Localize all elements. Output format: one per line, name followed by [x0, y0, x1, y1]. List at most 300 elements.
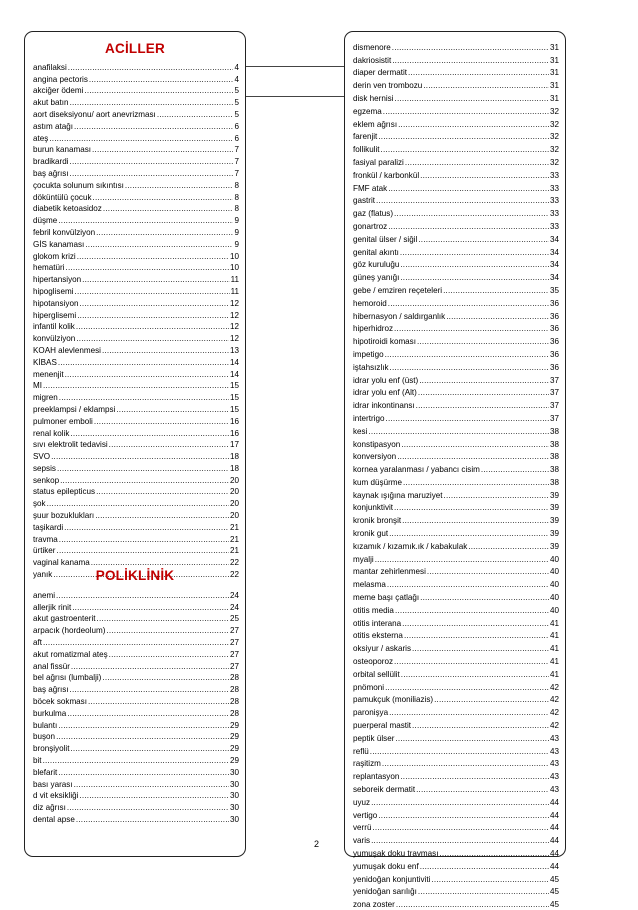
toc-entry-page: 37 — [549, 413, 559, 423]
toc-entry[interactable] — [33, 450, 239, 462]
toc-entry[interactable] — [33, 132, 239, 144]
toc-entry[interactable] — [33, 589, 239, 601]
toc-entry-title: bulantı — [33, 720, 58, 730]
dot-leader — [82, 275, 229, 285]
toc-entry[interactable] — [353, 885, 559, 898]
toc-entry-title: hiperhidroz — [353, 324, 394, 334]
dot-leader — [383, 107, 549, 117]
dot-leader — [381, 145, 549, 155]
toc-entry[interactable] — [353, 155, 559, 168]
dot-leader — [418, 887, 549, 897]
toc-entry[interactable] — [33, 391, 239, 403]
toc-entry[interactable] — [353, 795, 559, 808]
dot-leader — [400, 273, 549, 283]
toc-entry[interactable] — [353, 206, 559, 219]
toc-entry[interactable] — [353, 552, 559, 565]
dot-leader — [395, 606, 549, 616]
toc-entry[interactable] — [353, 232, 559, 245]
toc-entry[interactable] — [33, 683, 239, 695]
toc-entry-page: 27 — [229, 649, 239, 659]
toc-entry[interactable] — [33, 766, 239, 778]
toc-entry[interactable] — [353, 130, 559, 143]
dot-leader — [420, 593, 549, 603]
dot-leader — [395, 734, 549, 744]
toc-entry-page: 39 — [549, 490, 559, 500]
toc-entry-page: 41 — [549, 669, 559, 679]
toc-entry-page: 37 — [549, 401, 559, 411]
toc-entry[interactable] — [33, 144, 239, 156]
connector-line-bottom — [246, 96, 344, 97]
toc-entry-title: anal fissür — [33, 661, 70, 671]
toc-entry-page: 25 — [229, 614, 239, 624]
toc-entry-title: pnömoni — [353, 682, 385, 692]
toc-entry[interactable] — [33, 96, 239, 108]
toc-entry-title: akut gastroenterit — [33, 614, 96, 624]
toc-entry-title: konversiyon — [353, 452, 397, 462]
dot-leader — [400, 260, 549, 270]
toc-entry[interactable] — [33, 486, 239, 498]
toc-entry-title: bası yarası — [33, 779, 73, 789]
toc-entry-page: 36 — [549, 324, 559, 334]
toc-entry[interactable] — [353, 821, 559, 834]
dot-leader — [43, 638, 229, 648]
toc-entry-page: 18 — [229, 463, 239, 473]
toc-entry-page: 27 — [229, 626, 239, 636]
dot-leader — [64, 523, 229, 533]
toc-entry[interactable] — [33, 191, 239, 203]
dot-leader — [96, 487, 229, 497]
toc-entry[interactable] — [33, 108, 239, 120]
toc-entry-page: 45 — [549, 887, 559, 897]
toc-entry-page: 12 — [229, 334, 239, 344]
toc-entry[interactable] — [33, 203, 239, 215]
toc-entry[interactable] — [33, 509, 239, 521]
dot-leader — [392, 56, 549, 66]
toc-entry-page: 42 — [549, 721, 559, 731]
toc-entry[interactable] — [353, 296, 559, 309]
toc-entry[interactable] — [353, 833, 559, 846]
dot-leader — [68, 63, 234, 73]
toc-entry-title: menenjit — [33, 369, 64, 379]
toc-entry-page: 9 — [234, 216, 239, 226]
toc-entry-title: osteoporoz — [353, 657, 394, 667]
toc-entry[interactable] — [353, 872, 559, 885]
toc-entry-title: dismenore — [353, 42, 391, 52]
toc-entry[interactable] — [353, 859, 559, 872]
toc-entry-title: GİS kanaması — [33, 239, 85, 249]
toc-entry[interactable] — [33, 439, 239, 451]
toc-entry-page: 4 — [234, 62, 239, 72]
toc-entry-page: 31 — [549, 68, 559, 78]
toc-entry-page: 39 — [549, 529, 559, 539]
toc-entry[interactable] — [353, 603, 559, 616]
toc-entry[interactable] — [353, 846, 559, 859]
toc-entry[interactable] — [353, 104, 559, 117]
toc-entry-title: idrar yolu enf (Alt) — [353, 388, 417, 398]
dot-leader — [70, 98, 234, 108]
toc-entry-title: baş ağrısı — [33, 685, 69, 695]
toc-entry-page: 30 — [229, 791, 239, 801]
dot-leader — [67, 709, 229, 719]
right-toc-panel — [344, 31, 566, 910]
toc-entry[interactable] — [353, 462, 559, 475]
toc-entry[interactable] — [353, 565, 559, 578]
toc-entry[interactable] — [353, 373, 559, 386]
dot-leader — [70, 169, 234, 179]
toc-entry-page: 32 — [549, 157, 559, 167]
toc-entry-title: dental apse — [33, 814, 75, 824]
toc-entry[interactable] — [33, 403, 239, 415]
toc-entry[interactable] — [33, 285, 239, 297]
toc-entry[interactable] — [33, 238, 239, 250]
toc-entry-page: 11 — [230, 275, 239, 285]
toc-entry[interactable] — [33, 533, 239, 545]
toc-entry[interactable] — [353, 283, 559, 296]
dot-leader — [431, 875, 549, 885]
toc-entry-page: 22 — [229, 558, 239, 568]
toc-entry-title: bronşiyolit — [33, 744, 70, 754]
toc-entry-page: 33 — [549, 196, 559, 206]
toc-entry-title: anemi — [33, 590, 56, 600]
toc-entry[interactable] — [353, 245, 559, 258]
toc-entry-page: 42 — [549, 708, 559, 718]
toc-entry-title: burun kanaması — [33, 145, 92, 155]
toc-entry[interactable] — [33, 415, 239, 427]
connector-line-top — [246, 66, 344, 67]
toc-entry-page: 36 — [549, 311, 559, 321]
toc-entry-page: 29 — [229, 744, 239, 754]
toc-entry-title: myalji — [353, 554, 374, 564]
toc-entry[interactable] — [353, 168, 559, 181]
toc-entry-page: 24 — [229, 602, 239, 612]
toc-entry[interactable] — [33, 754, 239, 766]
toc-entry[interactable] — [353, 629, 559, 642]
toc-entry[interactable] — [33, 321, 239, 333]
toc-entry[interactable] — [353, 501, 559, 514]
toc-entry-page: 31 — [549, 42, 559, 52]
toc-entry-title: kaynak ışığına maruziyet — [353, 490, 443, 500]
toc-entry[interactable] — [353, 897, 559, 910]
toc-entry-title: dakriosistit — [353, 55, 392, 65]
toc-entry[interactable] — [33, 380, 239, 392]
toc-entry-page: 4 — [234, 74, 239, 84]
dot-leader — [404, 631, 549, 641]
toc-entry[interactable] — [353, 142, 559, 155]
toc-entry-page: 43 — [549, 733, 559, 743]
toc-entry[interactable] — [33, 474, 239, 486]
toc-entry[interactable] — [33, 462, 239, 474]
toc-entry-page: 6 — [234, 121, 239, 131]
toc-entry[interactable] — [33, 521, 239, 533]
toc-entry[interactable] — [353, 398, 559, 411]
toc-entry[interactable] — [33, 648, 239, 660]
toc-entry-title: follikulit — [353, 145, 380, 155]
toc-entry[interactable] — [33, 344, 239, 356]
toc-entry-page: 9 — [234, 239, 239, 249]
dot-leader — [412, 644, 549, 654]
toc-entry-title: pamukçuk (moniliazis) — [353, 695, 434, 705]
toc-entry[interactable] — [353, 744, 559, 757]
toc-entry[interactable] — [353, 718, 559, 731]
toc-entry[interactable] — [353, 181, 559, 194]
dot-leader — [385, 350, 549, 360]
toc-entry[interactable] — [353, 270, 559, 283]
toc-entry[interactable] — [33, 707, 239, 719]
toc-entry[interactable] — [33, 601, 239, 613]
toc-entry-title: aort diseksiyonu/ aort anevrizması — [33, 109, 156, 119]
toc-entry-title: gastrit — [353, 196, 376, 206]
toc-entry-page: 44 — [549, 849, 559, 858]
toc-entry[interactable] — [353, 782, 559, 795]
toc-entry-title: diz ağrısı — [33, 803, 66, 813]
dot-leader — [388, 222, 549, 232]
toc-entry-page: 33 — [549, 221, 559, 231]
dot-leader — [51, 452, 229, 462]
toc-entry-title: pulmoner emboli — [33, 416, 93, 426]
dot-leader — [397, 452, 549, 462]
toc-entry-title: akut romatizmal ateş — [33, 649, 108, 659]
toc-entry-title: KİBAS — [33, 357, 57, 367]
toc-entry-title: reflü — [353, 746, 369, 756]
toc-entry[interactable] — [353, 360, 559, 373]
toc-entry[interactable] — [353, 424, 559, 437]
toc-entry[interactable] — [33, 85, 239, 97]
toc-entry-title: meme başı çatlağı — [353, 593, 420, 603]
toc-entry[interactable] — [33, 61, 239, 73]
toc-entry-title: göz kuruluğu — [353, 260, 400, 270]
toc-entry[interactable] — [33, 309, 239, 321]
toc-entry-title: disk hernisi — [353, 93, 394, 103]
toc-entry-page: 30 — [229, 779, 239, 789]
toc-entry[interactable] — [33, 356, 239, 368]
toc-entry-title: derin ven trombozu — [353, 81, 423, 91]
toc-entry-page: 43 — [549, 785, 559, 795]
toc-entry[interactable] — [33, 556, 239, 568]
toc-entry[interactable] — [353, 347, 559, 360]
dot-leader — [58, 768, 229, 778]
toc-entry-page: 44 — [549, 836, 559, 846]
toc-entry-title: puerperal mastit — [353, 721, 412, 731]
dot-leader — [382, 759, 549, 769]
toc-entry[interactable] — [353, 616, 559, 629]
dot-leader — [56, 732, 229, 742]
toc-entry[interactable] — [33, 226, 239, 238]
toc-entry[interactable] — [353, 705, 559, 718]
toc-entry[interactable] — [33, 813, 239, 825]
toc-entry[interactable] — [33, 624, 239, 636]
dot-leader — [91, 558, 229, 568]
toc-entry[interactable] — [33, 731, 239, 743]
toc-entry[interactable] — [33, 427, 239, 439]
toc-entry[interactable] — [33, 636, 239, 648]
toc-entry-title: seboreik dermatit — [353, 785, 416, 795]
dot-leader — [394, 324, 549, 334]
toc-entry[interactable] — [353, 53, 559, 66]
toc-entry[interactable] — [33, 790, 239, 802]
dot-leader — [58, 721, 229, 731]
toc-entry[interactable] — [353, 386, 559, 399]
dot-leader — [402, 619, 549, 629]
toc-entry[interactable] — [353, 526, 559, 539]
dot-leader — [368, 427, 549, 437]
toc-entry[interactable] — [33, 719, 239, 731]
toc-entry[interactable] — [353, 194, 559, 207]
toc-entry-title: yumuşak doku travması — [353, 849, 439, 858]
toc-entry[interactable] — [33, 742, 239, 754]
toc-entry-title: intertrigo — [353, 413, 385, 423]
toc-entry[interactable] — [33, 545, 239, 557]
toc-entry-page: 7 — [234, 168, 239, 178]
toc-entry-page: 36 — [549, 362, 559, 372]
toc-entry[interactable] — [33, 73, 239, 85]
toc-entry[interactable] — [33, 368, 239, 380]
toc-entry[interactable] — [33, 672, 239, 684]
dot-leader — [89, 75, 234, 85]
toc-entry-page: 18 — [229, 452, 239, 462]
toc-entry[interactable] — [353, 117, 559, 130]
toc-entry-title: şok — [33, 499, 46, 509]
toc-entry-page: 36 — [549, 349, 559, 359]
toc-entry-page: 15 — [229, 393, 239, 403]
toc-entry[interactable] — [353, 680, 559, 693]
dot-leader — [75, 287, 230, 297]
toc-entry[interactable] — [353, 258, 559, 271]
dot-leader — [395, 94, 549, 104]
toc-entry[interactable] — [353, 66, 559, 79]
toc-entry[interactable] — [353, 411, 559, 424]
dot-leader — [481, 465, 549, 475]
toc-entry[interactable] — [33, 155, 239, 167]
toc-entry[interactable] — [33, 660, 239, 672]
toc-entry[interactable] — [33, 332, 239, 344]
toc-entry-page: 20 — [229, 511, 239, 521]
toc-entry-page: 27 — [229, 637, 239, 647]
dot-leader — [388, 299, 549, 309]
toc-entry[interactable] — [353, 693, 559, 706]
toc-entry[interactable] — [353, 334, 559, 347]
toc-entry[interactable] — [353, 450, 559, 463]
toc-entry[interactable] — [353, 654, 559, 667]
dot-leader — [385, 683, 549, 693]
toc-entry-page: 39 — [549, 516, 559, 526]
toc-entry-title: otitis interana — [353, 618, 402, 628]
toc-entry-title: renal kolik — [33, 428, 70, 438]
toc-entry-title: aft — [33, 637, 42, 647]
toc-entry[interactable] — [353, 539, 559, 552]
toc-entry[interactable] — [353, 475, 559, 488]
toc-entry[interactable] — [33, 179, 239, 191]
toc-entry[interactable] — [353, 488, 559, 501]
toc-entry[interactable] — [353, 757, 559, 770]
dot-leader — [389, 708, 549, 718]
toc-entry[interactable] — [353, 322, 559, 335]
dot-leader — [102, 673, 229, 683]
toc-entry[interactable] — [33, 120, 239, 132]
toc-entry[interactable] — [33, 262, 239, 274]
dot-leader — [434, 695, 549, 705]
toc-entry[interactable] — [353, 309, 559, 322]
toc-entry-title: preeklampsi / eklampsi — [33, 404, 116, 414]
dot-leader — [47, 499, 229, 509]
toc-entry-page: 33 — [549, 183, 559, 193]
toc-entry[interactable] — [353, 590, 559, 603]
toc-entry[interactable] — [353, 78, 559, 91]
toc-entry[interactable] — [33, 250, 239, 262]
toc-entry-title: iştahsızlık — [353, 362, 389, 372]
toc-entry-title: idrar inkontinansı — [353, 401, 415, 411]
dot-leader — [79, 299, 229, 309]
toc-entry-page: 39 — [549, 503, 559, 513]
toc-entry-page: 45 — [549, 874, 559, 884]
toc-entry-page: 31 — [549, 93, 559, 103]
toc-entry-title: raşitizm — [353, 759, 381, 769]
toc-entry-title: şuur bozuklukları — [33, 511, 95, 521]
toc-entry[interactable] — [353, 219, 559, 232]
toc-entry-page: 20 — [229, 499, 239, 509]
toc-entry-page: 32 — [549, 145, 559, 155]
dot-leader — [95, 511, 229, 521]
toc-entry[interactable] — [33, 497, 239, 509]
toc-entry[interactable] — [33, 167, 239, 179]
dot-leader — [84, 86, 233, 96]
toc-entry-title: uyuz — [353, 797, 371, 807]
toc-entry-page: 32 — [549, 119, 559, 129]
toc-entry[interactable] — [33, 273, 239, 285]
toc-entry[interactable] — [33, 214, 239, 226]
toc-entry-title: idrar yolu enf (üst) — [353, 375, 419, 385]
toc-entry[interactable] — [353, 437, 559, 450]
dot-leader — [74, 122, 233, 132]
dot-leader — [49, 134, 233, 144]
dot-leader — [418, 235, 549, 245]
toc-entry[interactable] — [353, 577, 559, 590]
toc-entry[interactable] — [353, 513, 559, 526]
dot-leader — [416, 401, 549, 411]
toc-entry[interactable] — [353, 40, 559, 53]
toc-entry[interactable] — [353, 667, 559, 680]
dot-leader — [109, 650, 229, 660]
toc-entry-title: mantar zehirlenmesi — [353, 567, 426, 577]
toc-entry-page: 27 — [229, 661, 239, 671]
toc-entry-title: konstipasyon — [353, 439, 401, 449]
toc-entry[interactable] — [33, 801, 239, 813]
toc-entry[interactable] — [353, 641, 559, 654]
toc-entry[interactable] — [353, 769, 559, 782]
dot-leader — [416, 785, 549, 795]
poliklinik-list — [33, 589, 239, 825]
toc-entry-page: 44 — [549, 823, 559, 833]
toc-entry[interactable] — [353, 91, 559, 104]
dot-leader — [405, 158, 549, 168]
toc-entry[interactable] — [33, 778, 239, 790]
toc-entry-page: 21 — [229, 546, 239, 556]
dot-leader — [93, 193, 234, 203]
dot-leader — [97, 614, 229, 624]
toc-entry-title: bel ağrısı (lumbalji) — [33, 673, 102, 683]
toc-entry[interactable] — [353, 808, 559, 821]
toc-entry-title: hipoglisemi — [33, 286, 74, 296]
toc-entry-title: orbital sellülit — [353, 669, 400, 679]
toc-entry-page: 45 — [549, 900, 559, 910]
toc-entry[interactable] — [33, 297, 239, 309]
dot-leader — [74, 780, 229, 790]
toc-entry[interactable] — [353, 731, 559, 744]
dot-leader — [371, 798, 549, 808]
toc-entry-page: 44 — [549, 797, 559, 807]
toc-entry[interactable] — [33, 695, 239, 707]
toc-entry-title: hipotansiyon — [33, 298, 79, 308]
toc-entry[interactable] — [33, 613, 239, 625]
